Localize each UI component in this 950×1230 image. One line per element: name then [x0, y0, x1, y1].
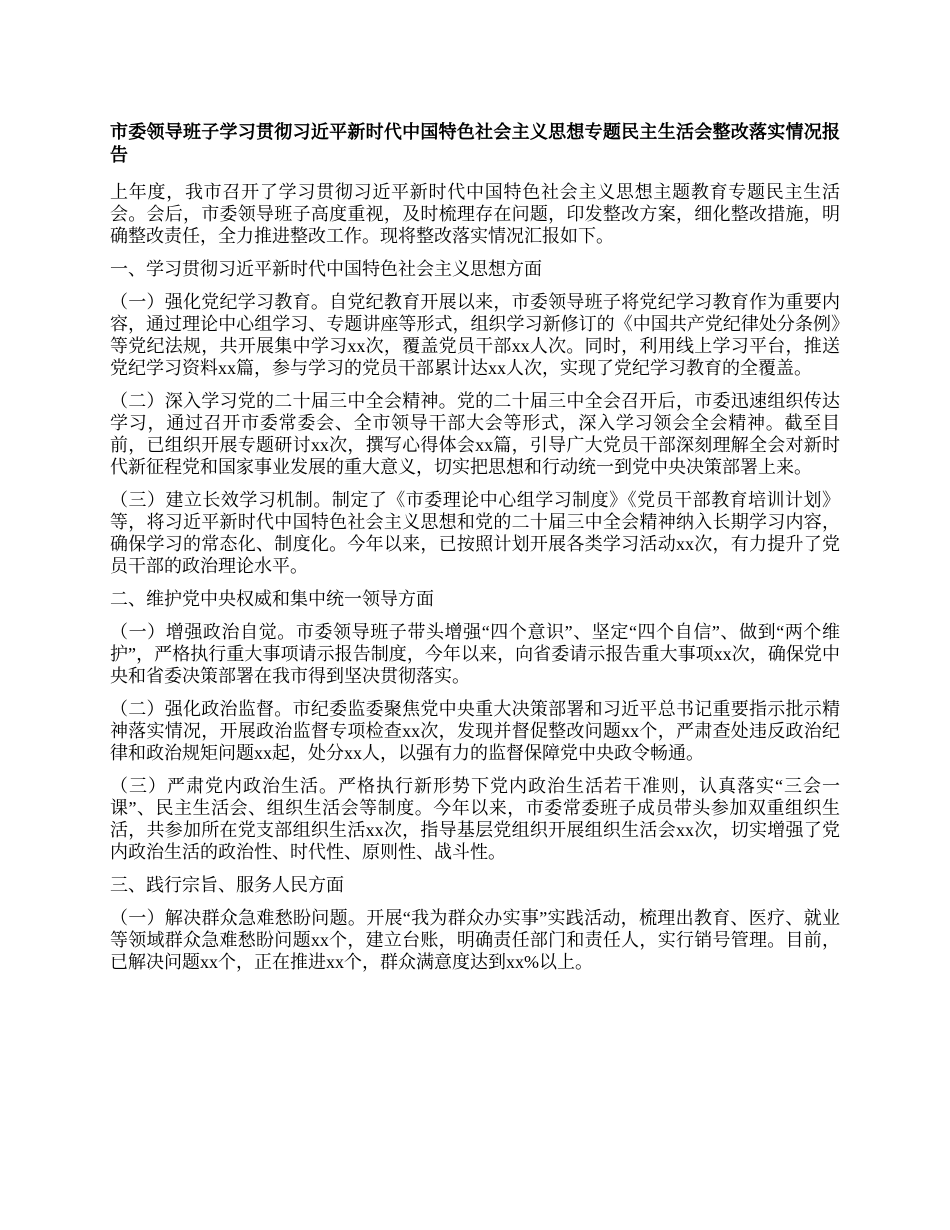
section-2-paragraph-2: （二）强化政治监督。市纪委监委聚焦党中央重大决策部署和习近平总书记重要指示批示精神落实情况，开展政治监督专项检查xx次，发现并督促整改问题xx个，严肃查处违反政治纪律和政治规矩问题xx起，处分xx人，以强有力的监督保障党中央政令畅通。	[110, 699, 840, 763]
section-1-paragraph-3: （三）建立长效学习机制。制定了《市委理论中心组学习制度》《党员干部教育培训计划》等，将习近平新时代中国特色社会主义思想和党的二十届三中全会精神纳入长期学习内容，确保学习的常态化、制度化。今年以来，已按照计划开展各类学习活动xx次，有力提升了党员干部的政治理论水平。	[110, 490, 840, 576]
section-3-heading: 三、践行宗旨、服务人民方面	[110, 875, 344, 895]
section-1-paragraph-1: （一）强化党纪学习教育。自党纪教育开展以来，市委领导班子将党纪学习教育作为重要内容，通过理论中心组学习、专题讲座等形式，组织学习新修订的《中国共产党纪律处分条例》等党纪法规，共开展集中学习xx次，覆盖党员干部xx人次。同时，利用线上学习平台，推送党纪学习资料xx篇，参与学习的党员干部累计达xx人次，实现了党纪学习教育的全覆盖。	[110, 292, 840, 378]
section-3-paragraph-1: （一）解决群众急难愁盼问题。开展“我为群众办实事”实践活动，梳理出教育、医疗、就业等领域群众急难愁盼问题xx个，建立台账，明确责任部门和责任人，实行销号管理。目前，已解决问题xx个，正在推进xx个，群众满意度达到xx%以上。	[110, 908, 840, 972]
intro-paragraph: 上年度，我市召开了学习贯彻习近平新时代中国特色社会主义思想主题教育专题民主生活会。会后，市委领导班子高度重视，及时梳理存在问题，印发整改方案，细化整改措施，明确整改责任，全力推进整改工作。现将整改落实情况汇报如下。	[110, 182, 840, 246]
document-title: 市委领导班子学习贯彻习近平新时代中国特色社会主义思想专题民主生活会整改落实情况报告	[110, 122, 840, 165]
section-2-heading: 二、维护党中央权威和集中统一领导方面	[110, 589, 434, 609]
section-2-paragraph-1: （一）增强政治自觉。市委领导班子带头增强“四个意识”、坚定“四个自信”、做到“两个维护”，严格执行重大事项请示报告制度，今年以来，向省委请示报告重大事项xx次，确保党中央和省委决策部署在我市得到坚决贯彻落实。	[110, 622, 840, 686]
section-2-paragraph-3: （三）严肃党内政治生活。严格执行新形势下党内政治生活若干准则，认真落实“三会一课”、民主生活会、组织生活会等制度。今年以来，市委常委班子成员带头参加双重组织生活，共参加所在党支部组织生活xx次，指导基层党组织开展组织生活会xx次，切实增强了党内政治生活的政治性、时代性、原则性、战斗性。	[110, 776, 840, 862]
section-1-heading: 一、学习贯彻习近平新时代中国特色社会主义思想方面	[110, 259, 542, 279]
section-1-paragraph-2: （二）深入学习党的二十届三中全会精神。党的二十届三中全会召开后，市委迅速组织传达学习，通过召开市委常委会、全市领导干部大会等形式，深入学习领会全会精神。截至目前，已组织开展专题研讨xx次，撰写心得体会xx篇，引导广大党员干部深刻理解全会对新时代新征程党和国家事业发展的重大意义，切实把思想和行动统一到党中央决策部署上来。	[110, 391, 840, 477]
